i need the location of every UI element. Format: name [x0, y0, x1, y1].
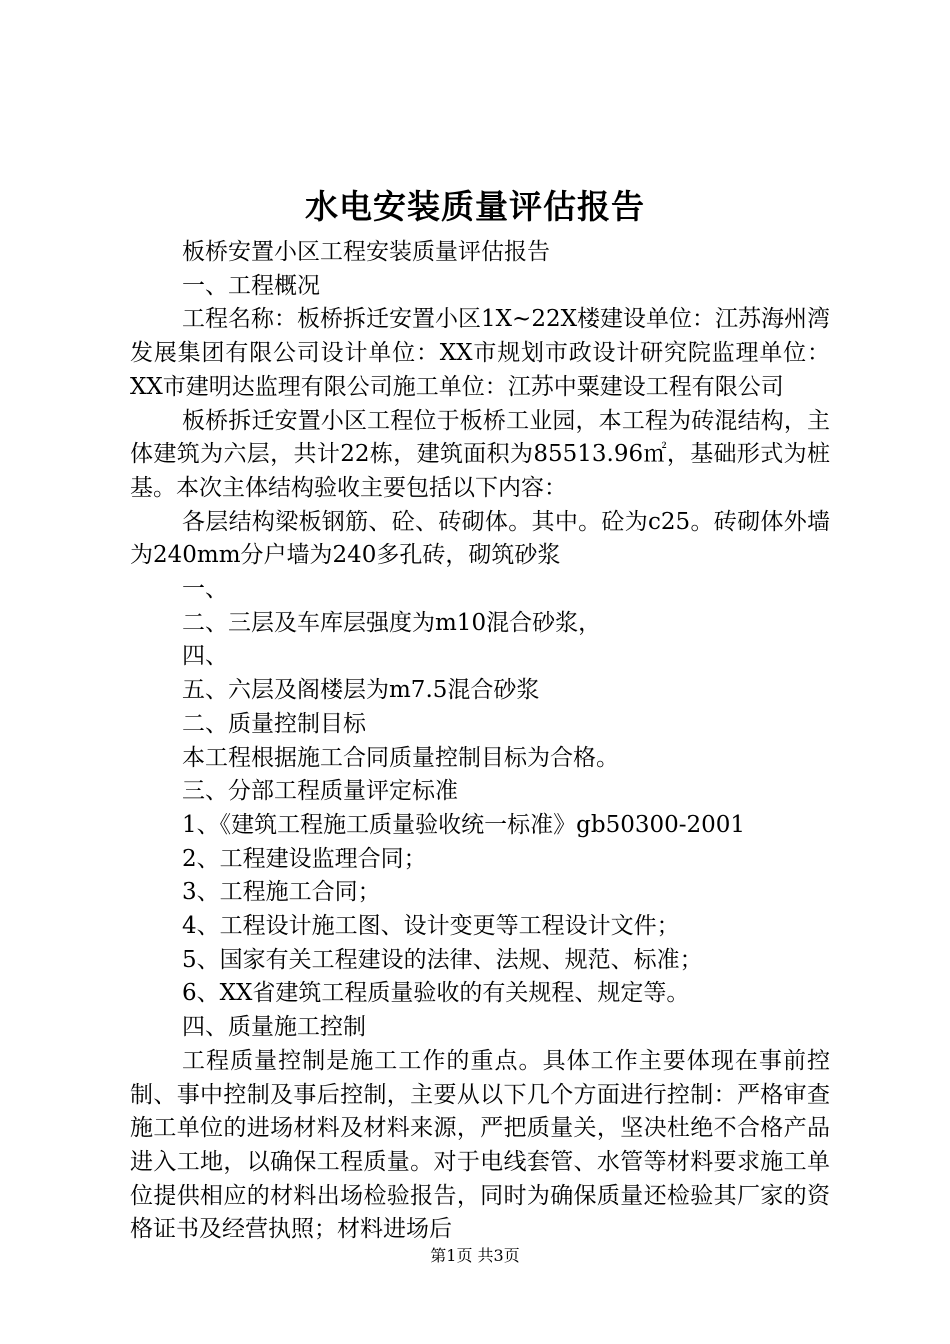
project-location-paragraph: 板桥拆迁安置小区工程位于板桥工业园，本工程为砖混结构，主体建筑为六层，共计22栋，建筑面积为85513.96㎡，基础形式为桩基。本次主体结构验收主要包括以下内容：	[130, 407, 830, 501]
structure-content-paragraph: 各层结构梁板钢筋、砼、砖砌体。其中。砼为c25。砖砌体外墙为240mm分户墙为240多孔砖，砌筑砂浆	[130, 508, 830, 569]
list-item: 五、六层及阁楼层为m7.5混合砂浆	[182, 677, 540, 704]
project-info-paragraph: 工程名称：板桥拆迁安置小区1X~22X楼建设单位：江苏海州湾发展集团有限公司设计单位：XX市规划市政设计研究院监理单位：XX市建明达监理有限公司施工单位：江苏中粟建设工程有限公司	[130, 306, 830, 400]
document-title: 水电安装质量评估报告	[305, 187, 645, 226]
section-heading-quality-control: 四、质量施工控制	[182, 1014, 366, 1041]
page-footer: 第1页 共3页	[430, 1246, 520, 1265]
subtitle-paragraph: 板桥安置小区工程安装质量评估报告	[182, 239, 550, 265]
section-heading-overview: 一、工程概况	[182, 272, 320, 299]
standard-item: 2、工程建设监理合同；	[182, 845, 427, 872]
list-item: 四、	[182, 643, 228, 670]
document-body	[130, 236, 830, 1247]
standard-item: 3、工程施工合同；	[182, 879, 381, 906]
standard-item: 5、国家有关工程建设的法律、法规、规范、标准；	[182, 946, 703, 973]
section-heading-standards: 三、分部工程质量评定标准	[182, 778, 458, 805]
standard-item: 4、工程设计施工图、设计变更等工程设计文件；	[182, 913, 680, 940]
quality-target-paragraph: 本工程根据施工合同质量控制目标为合格。	[182, 744, 619, 771]
standard-item: 6、XX省建筑工程质量验收的有关规程、规定等。	[182, 980, 690, 1007]
section-heading-quality-target: 二、质量控制目标	[182, 710, 366, 737]
list-item: 二、三层及车库层强度为m10混合砂浆，	[182, 609, 602, 636]
standard-item: 1、《建筑工程施工质量验收统一标准》gb50300-2001	[182, 811, 746, 838]
quality-control-paragraph: 工程质量控制是施工工作的重点。具体工作主要体现在事前控制、事中控制及事后控制，主要从以下几个方面进行控制：严格审查施工单位的进场材料及材料来源，严把质量关，坚决杜绝不合格产品进入工地，以确保工程质量。对于电线套管、水管等材料要求施工单位提供相应的材料出场检验报告，同时为确保质量还检验其厂家的资格证书及经营执照；材料进场后	[130, 1047, 830, 1243]
list-item: 一、	[182, 576, 228, 603]
